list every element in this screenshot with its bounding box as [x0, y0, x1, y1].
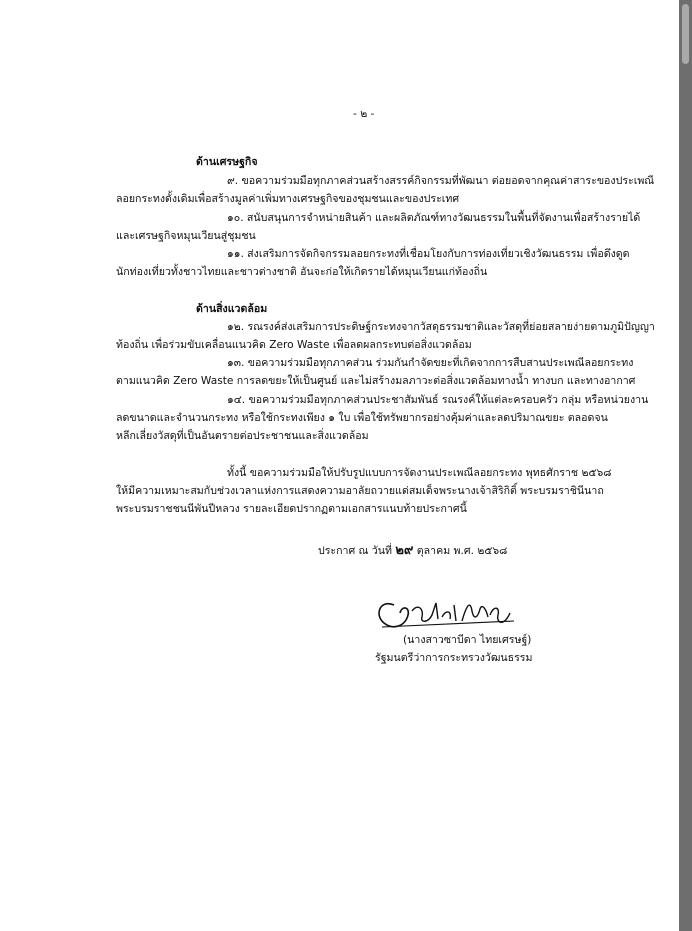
- signer-position: รัฐมนตรีว่าการกระทรวงวัฒนธรรม: [375, 652, 533, 664]
- item-10-line-2: และเศรษฐกิจหมุนเวียนสู่ชุมชน: [116, 230, 256, 242]
- announce-prefix: ประกาศ ณ วันที่: [318, 545, 392, 557]
- page-number: - ๒ -: [353, 108, 375, 120]
- item-9-line-2: ลอยกระทงดั้งเดิมเพื่อสร้างมูลค่าเพิ่มทางเศรษฐกิจของชุมชนและของประเทศ: [116, 193, 460, 205]
- item-12-line-2: ท้องถิ่น เพื่อร่วมขับเคลื่อนแนวคิด Zero Waste เพื่อลดผลกระทบต่อสิ่งแวดล้อม: [116, 339, 472, 351]
- item-13-line-1: ๑๓. ขอความร่วมมือทุกภาคส่วน ร่วมกันกำจัดขยะที่เกิดจากการสืบสานประเพณีลอยกระทง: [227, 357, 634, 369]
- announce-date: [318, 544, 507, 558]
- announce-month-year: ตุลาคม พ.ศ. ๒๕๖๘: [416, 545, 508, 557]
- item-14-line-2: ลดขนาดและจำนวนกระทง หรือใช้กระทงเพียง ๑ ใบ เพื่อใช้ทรัพยากรอย่างคุ้มค่าและลดปริมาณขยะ ตลอดจน: [116, 412, 608, 424]
- item-13-line-2: ตามแนวคิด Zero Waste การลดขยะให้เป็นศูนย์ และไม่สร้างมลภาวะต่อสิ่งแวดล้อมทางน้ำ ทางบก และทางอากาศ: [116, 375, 636, 387]
- scrollbar-thumb[interactable]: [682, 4, 689, 64]
- vertical-scrollbar[interactable]: [679, 0, 692, 931]
- economy-heading: ด้านเศรษฐกิจ: [196, 156, 258, 168]
- closing-line-3: พระบรมราชชนนีพันปีหลวง รายละเอียดปรากฏตามเอกสารแนบท้ายประกาศนี้: [116, 503, 467, 515]
- closing-line-2: ให้มีความเหมาะสมกับช่วงเวลาแห่งการแสดงความอาลัยถวายแด่สมเด็จพระนางเจ้าสิริกิติ์ พระบรมราชินีนาถ: [116, 485, 604, 497]
- environment-heading: ด้านสิ่งแวดล้อม: [196, 303, 268, 315]
- item-12-line-1: ๑๒. รณรงค์ส่งเสริมการประดิษฐ์กระทงจากวัสดุธรรมชาติและวัสดุที่ย่อยสลายง่ายตามภูมิปัญญา: [227, 321, 655, 333]
- item-11-line-1: ๑๑. ส่งเสริมการจัดกิจกรรมลอยกระทงที่เชื่อมโยงกับการท่องเที่ยวเชิงวัฒนธรรม เพื่อดึงดูด: [227, 248, 630, 260]
- announce-day: ๒๙: [395, 543, 414, 558]
- item-10-line-1: ๑๐. สนับสนุนการจำหน่ายสินค้า และผลิตภัณฑ์ทางวัฒนธรรมในพื้นที่จัดงานเพื่อสร้างรายได้: [227, 212, 641, 224]
- item-14-line-1: ๑๔. ขอความร่วมมือทุกภาคส่วนประชาสัมพันธ์ รณรงค์ให้แต่ละครอบครัว กลุ่ม หรือหน่วยงาน: [227, 394, 649, 406]
- signer-name: (นางสาวซาบีดา ไทยเศรษฐ์): [403, 634, 532, 646]
- signature-image: [372, 587, 522, 633]
- item-11-line-2: นักท่องเที่ยวทั้งชาวไทยและชาวต่างชาติ อันจะก่อให้เกิดรายได้หมุนเวียนแก่ท้องถิ่น: [116, 266, 488, 278]
- item-9-line-1: ๙. ขอความร่วมมือทุกภาคส่วนสร้างสรรค์กิจกรรมที่พัฒนา ต่อยอดจากคุณค่าสาระของประเพณี: [227, 175, 655, 187]
- closing-line-1: ทั้งนี้ ขอความร่วมมือให้ปรับรูปแบบการจัดงานประเพณีลอยกระทง พุทธศักราช ๒๕๖๘: [227, 467, 612, 479]
- item-14-line-3: หลีกเลี่ยงวัสดุที่เป็นอันตรายต่อประชาชนและสิ่งแวดล้อม: [116, 430, 369, 442]
